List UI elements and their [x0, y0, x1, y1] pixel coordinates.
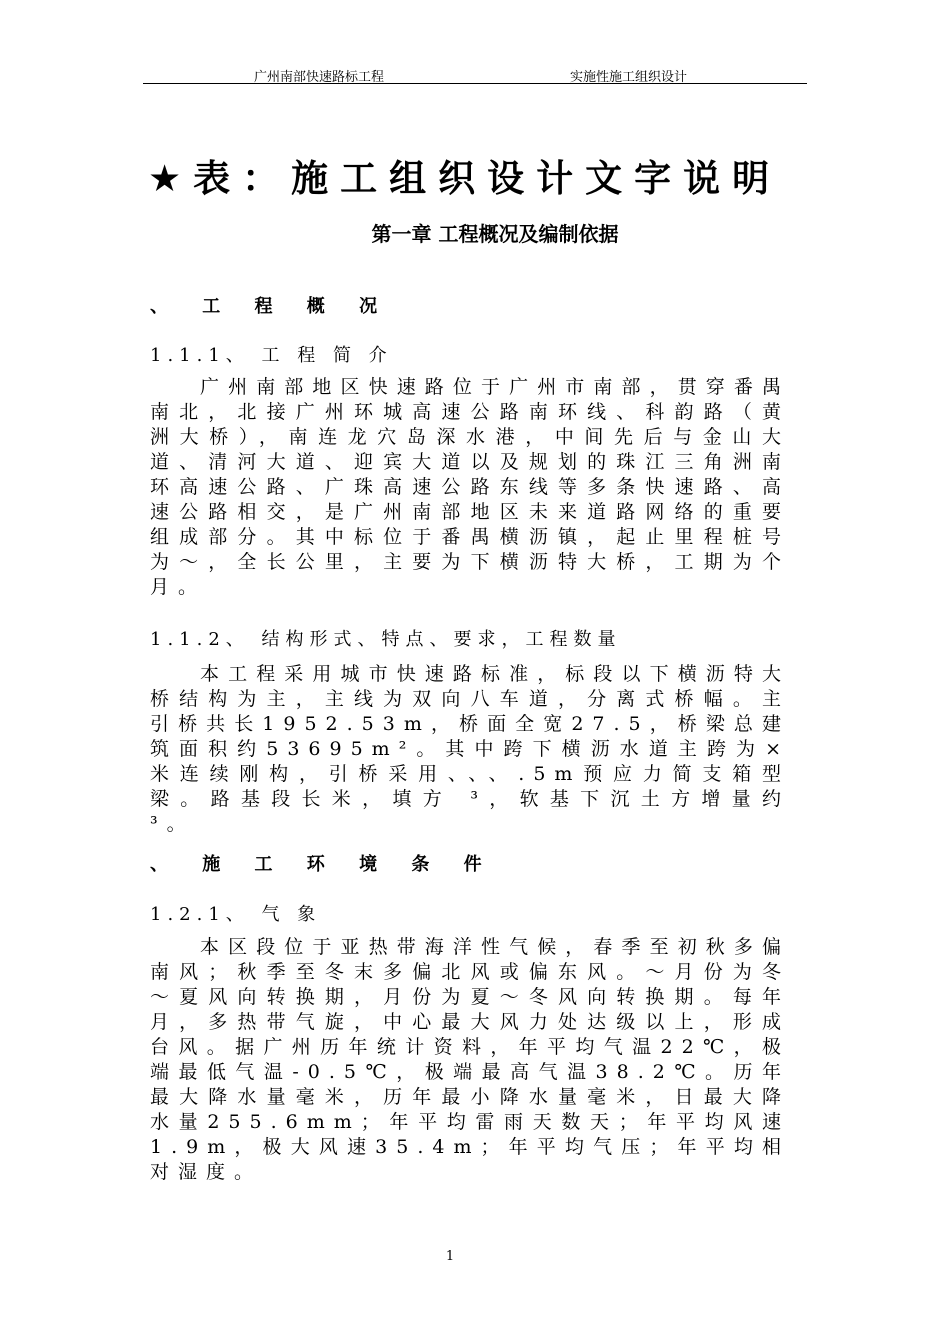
subsection-heading-intro: 1.1.1、 工 程 简 介	[150, 345, 393, 366]
header-right-text: 实施性施工组织设计	[570, 70, 688, 85]
page-number: 1	[445, 1249, 455, 1264]
section-heading-overview: 、 工 程 概 况	[150, 296, 392, 317]
chapter-heading: 第一章 工程概况及编制依据	[371, 222, 619, 246]
header-left-text: 广州南部快速路标工程	[254, 70, 385, 85]
paragraph-intro: 广州南部地区快速路位于广州市南部，贯穿番禺南北，北接广州环城高速公路南环线、科韵路（黄洲大桥），南连龙穴岛深水港，中间先后与金山大道、清河大道、迎宾大道以及规划的珠江三角洲南环高速公路、广珠高速公路东线等多条快速路、高速公路相交，是广州南部地区未来道路网络的重要组成部分。其中标位于番禺横沥镇，起止里程桩号为～，全长公里，主要为下横沥特大桥，工期为个月。	[150, 376, 790, 598]
subsection-heading-climate: 1.2.1、 气 象	[150, 904, 322, 925]
section-heading-environment: 、 施 工 环 境 条 件	[150, 854, 496, 875]
document-title: ★表：施工组织设计文字说明	[148, 157, 782, 200]
subsection-heading-structure: 1.1.2、 结构形式、特点、要求，工程数量	[150, 629, 622, 650]
paragraph-structure: 本工程采用城市快速路标准，标段以下横沥特大桥结构为主，主线为双向八车道，分离式桥幅。主引桥共长1952.53m，桥面全宽27.5，桥梁总建筑面积约53695m²。其中跨下横沥水道主跨为×米连续刚构，引桥采用、、、.5m预应力简支箱型梁。路基段长米，填方 ³，软基下沉土方增量约 ³。	[150, 663, 790, 835]
header-divider	[143, 83, 807, 84]
paragraph-climate: 本区段位于亚热带海洋性气候，春季至初秋多偏南风；秋季至冬末多偏北风或偏东风。～月份为冬～夏风向转换期，月份为夏～冬风向转换期。每年月，多热带气旋，中心最大风力处达级以上，形成台风。据广州历年统计资料，年平均气温22℃，极端最低气温-0.5℃，极端最高气温38.2℃。历年最大降水量毫米，历年最小降水量毫米，日最大降水量255.6mm；年平均雷雨天数天；年平均风速1.9m，极大风速35.4m；年平均气压；年平均相对湿度。	[150, 936, 790, 1183]
